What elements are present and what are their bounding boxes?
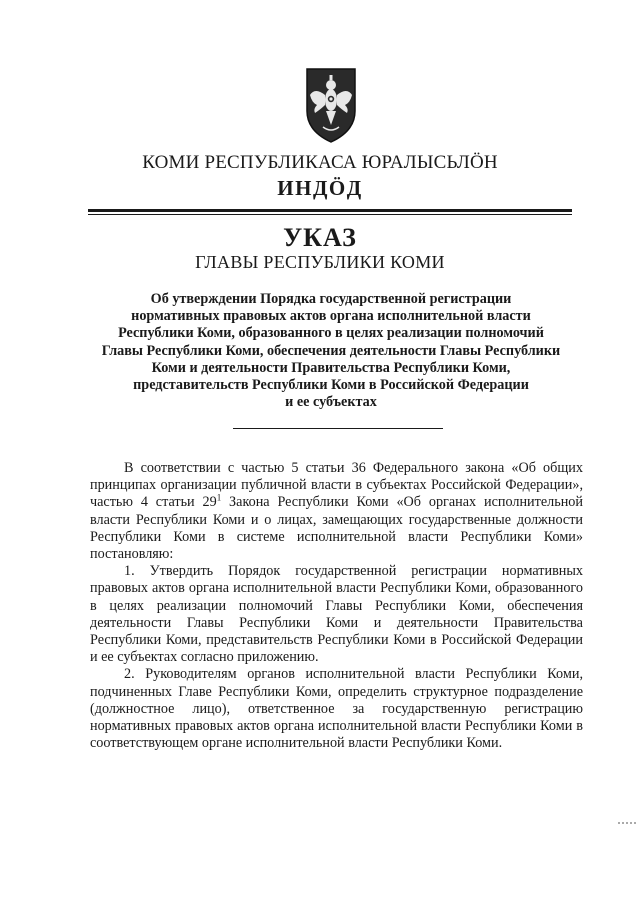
document-subtitle: ГЛАВЫ РЕСПУБЛИКИ КОМИ [195,252,445,272]
heading-line: Республики Коми, образованного в целях реализации полномочий [118,325,544,342]
coat-of-arms-icon [301,65,361,145]
article-superscript: 1 [216,492,222,503]
heading-line: Коми и деятельности Правительства Республики Коми, [151,359,511,376]
heading-line: представительств Республики Коми в Российской Федерации [133,377,529,394]
preamble-text-continued: Закона Республики Коми «Об органах исполнительной власти Республики Коми и о лицах, замещающих государственные должности Республики Коми в системе исполнительной власти Республики Коми» постановляю: [90,494,583,563]
body-paragraph-item-2: 2. Руководителям органов исполнительной власти Республики Коми, подчиненных Главе Республики Коми, определить структурное подразделение (должностное лицо), ответственное за государственную регистрацию нормативных правовых актов органа исполнительной власти Республики Коми в соответствующем органе исполнительной власти Республики Коми. [90,666,583,752]
heading-underline [233,428,443,429]
heading-line: и ее субъектах [285,394,377,411]
heading-line: нормативных правовых актов органа исполнительной власти [131,308,531,325]
heading-line: Об утверждении Порядка государственной регистрации [150,291,512,307]
header-rule-thick [88,209,572,212]
scan-artifact [618,822,636,824]
header-org-name: КОМИ РЕСПУБЛИКАСА ЮРАЛЫСЬЛÖН [142,152,498,173]
document-title: УКАЗ [283,223,357,252]
document-heading [96,291,566,411]
body-paragraph-item-1: 1. Утвердить Порядок государственной регистрации нормативных правовых актов органа исполнительной власти Республики Коми, образованного в целях реализации полномочий Главы Республики Коми, обеспечения деятельности Главы Республики Коми и деятельности Правительства Республики Коми, представительств Республики Коми в Российской Федерации и ее субъектах согласно приложению. [90,563,583,666]
body-paragraph-preamble [90,460,583,563]
heading-line: Главы Республики Коми, обеспечения деятельности Главы Республики [101,342,561,359]
header-rule-thin [88,214,572,215]
preamble-text: В соответствии с частью 5 статьи 36 Федерального закона «Об общих принципах организации публичной власти в субъектах Российской Федерации», частью 4 статьи 29 [90,460,583,511]
document-body [90,460,583,752]
header-doc-type: ИНДÖД [277,176,363,200]
